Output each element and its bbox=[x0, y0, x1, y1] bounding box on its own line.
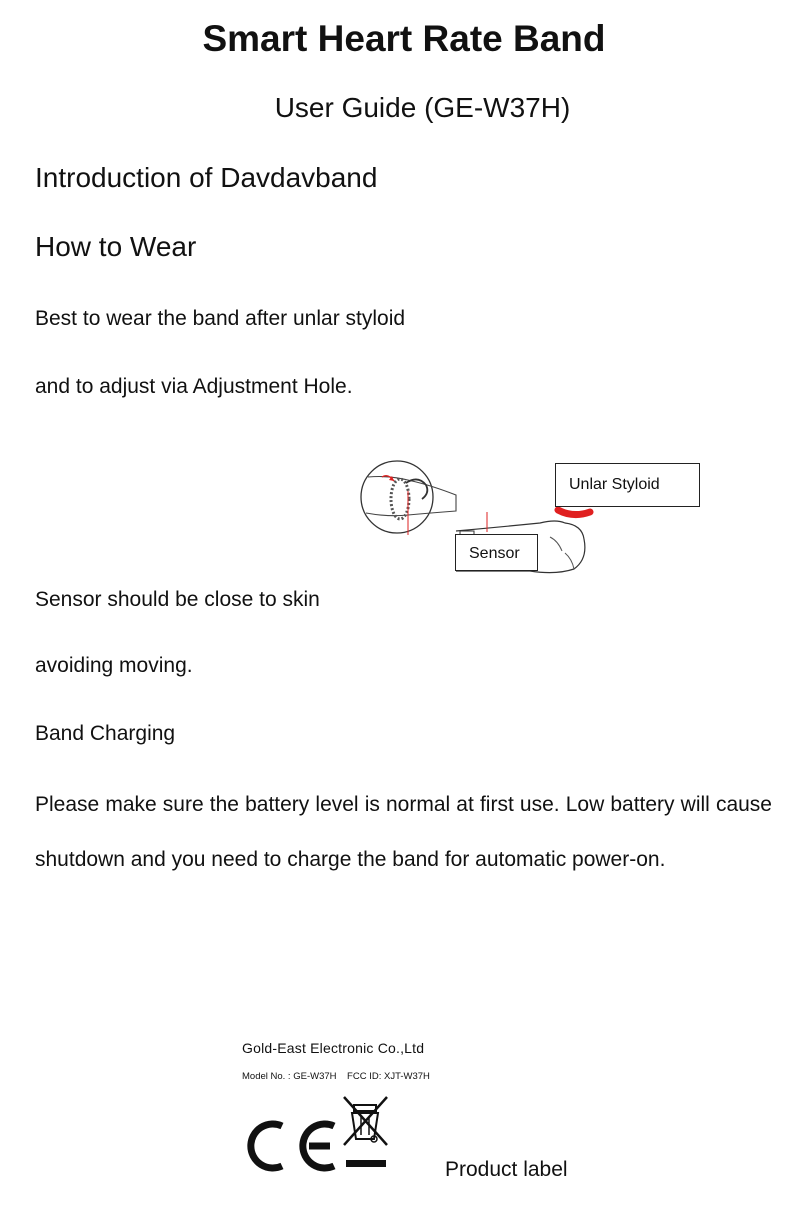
product-label-caption: Product label bbox=[445, 1158, 568, 1181]
charging-heading: Band Charging bbox=[35, 722, 176, 745]
label-company-name: Gold-East Electronic Co.,Ltd bbox=[242, 1040, 425, 1056]
styloid-marker bbox=[558, 510, 590, 515]
sensor-text-line-2: avoiding moving. bbox=[35, 654, 193, 677]
wear-heading: How to Wear bbox=[35, 231, 197, 262]
charging-paragraph: Please make sure the battery level is normal at first use. Low battery will cause shutdown and you need to charge the band for automatic power-on. bbox=[35, 793, 772, 871]
document-subtitle: User Guide (GE-W37H) bbox=[274, 92, 571, 123]
wear-text-line-1: Best to wear the band after unlar styloid bbox=[35, 307, 406, 330]
certification-marks bbox=[242, 1093, 402, 1175]
label-model-number: Model No. : GE-W37H FCC ID: XJT-W37H bbox=[242, 1071, 430, 1082]
ce-mark-icon bbox=[251, 1124, 334, 1168]
intro-heading: Introduction of Davdavband bbox=[35, 162, 378, 193]
callout-sensor: Sensor bbox=[455, 534, 538, 571]
sensor-text-line-1: Sensor should be close to skin bbox=[35, 588, 320, 611]
weee-bin-icon bbox=[344, 1097, 387, 1167]
magnified-wrist-icon bbox=[361, 461, 456, 535]
callout-unlar-styloid: Unlar Styloid bbox=[555, 463, 700, 507]
wear-text-line-2: and to adjust via Adjustment Hole. bbox=[35, 375, 353, 398]
document-title: Smart Heart Rate Band bbox=[202, 18, 606, 59]
